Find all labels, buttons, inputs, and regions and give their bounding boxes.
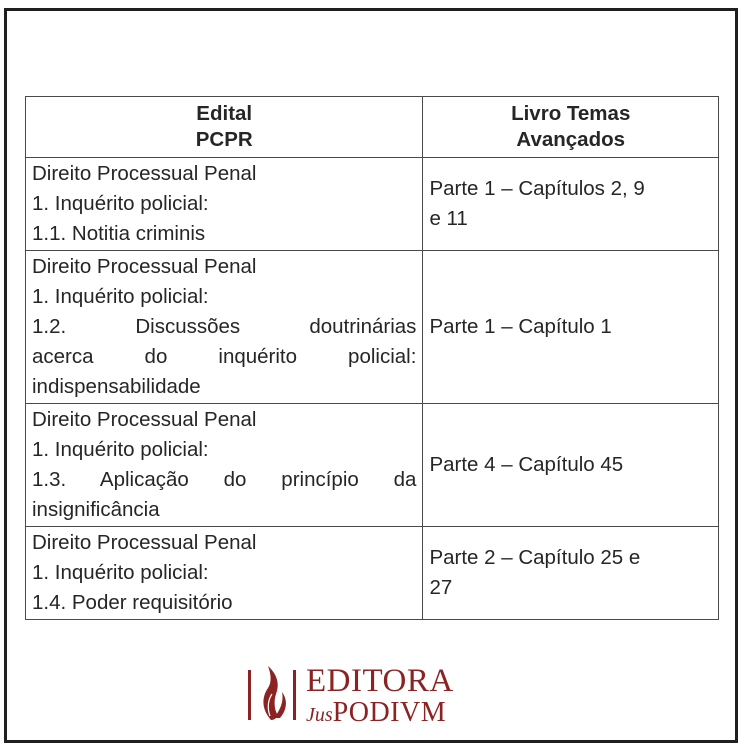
logo-editora: EDITORA: [306, 663, 454, 699]
chapter-line: 27: [429, 576, 453, 599]
topic-cell: [26, 404, 423, 527]
chapter-cell: [423, 251, 719, 404]
topic-line: insignificância: [32, 498, 160, 521]
topic-line: 1.2. Discussões doutrinárias: [32, 315, 417, 338]
topic-line: 1. Inquérito policial:: [32, 561, 209, 584]
header-edital: [26, 97, 423, 158]
syllabus-table: [25, 96, 719, 620]
chapter-cell: [423, 527, 719, 620]
header-livro-line-2: Avançados: [516, 128, 626, 151]
topic-line: 1. Inquérito policial:: [32, 438, 209, 461]
topic-line: 1. Inquérito policial:: [32, 192, 209, 215]
topic-line: Direito Processual Penal: [32, 531, 257, 554]
chapter-line: e 11: [429, 207, 468, 230]
topic-cell: [26, 251, 423, 404]
header-livro: [423, 97, 719, 158]
chapter-line: Parte 4 – Capítulo 45: [429, 453, 624, 476]
topic-cell: [26, 158, 423, 251]
chapter-line: Parte 2 – Capítulo 25 e: [429, 546, 641, 569]
publisher-logo: [244, 660, 474, 730]
topic-line: indispensabilidade: [32, 375, 201, 398]
topic-line: Direito Processual Penal: [32, 408, 257, 431]
logo-jus: Jus: [306, 704, 333, 726]
topic-line: acerca do inquérito policial:: [32, 345, 417, 368]
topic-line: 1.1. Notitia criminis: [32, 222, 206, 245]
logo-juspodivm: [306, 698, 446, 732]
table-row: [26, 404, 719, 527]
topic-cell: [26, 527, 423, 620]
chapter-cell: [423, 158, 719, 251]
logo-podivm: PODIVM: [332, 697, 447, 728]
topic-line: Direito Processual Penal: [32, 255, 257, 278]
table-header-row: [26, 97, 719, 158]
topic-line: 1.3. Aplicação do princípio da: [32, 468, 417, 491]
table-row: [26, 158, 719, 251]
topic-line: 1.4. Poder requisitório: [32, 591, 233, 614]
topic-line: 1. Inquérito policial:: [32, 285, 209, 308]
table-row: [26, 527, 719, 620]
header-edital-line-2: PCPR: [195, 128, 253, 151]
chapter-line: Parte 1 – Capítulo 1: [429, 315, 612, 338]
header-edital-line-1: Edital: [196, 102, 253, 125]
quill-flame-icon: [244, 660, 304, 728]
chapter-cell: [423, 404, 719, 527]
topic-line: Direito Processual Penal: [32, 162, 257, 185]
header-livro-line-1: Livro Temas: [511, 102, 631, 125]
chapter-line: Parte 1 – Capítulos 2, 9: [429, 177, 645, 200]
table-row: [26, 251, 719, 404]
